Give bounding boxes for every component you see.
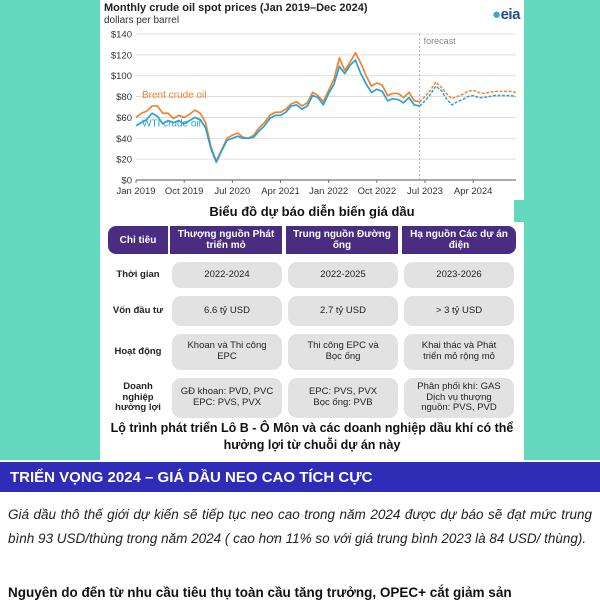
background-panel-left (0, 0, 100, 460)
cell-time-downstream: 2023-2026 (404, 262, 514, 288)
row-label-activity: Hoạt động (114, 345, 162, 357)
series-line-brent (136, 53, 420, 161)
row-label-investment: Vốn đầu tư (112, 304, 164, 316)
x-tick-label: Apr 2021 (261, 186, 300, 197)
table-caption: Lộ trình phát triển Lô B - Ô Môn và các doanh nghiệp dầu khí có thể hưởng lợi từ chuỗi dự án này (110, 421, 514, 452)
eia-logo (492, 6, 520, 23)
x-tick-label: Jul 2020 (214, 186, 251, 197)
cell-investment-downstream: > 3 tỷ USD (404, 296, 514, 326)
cell-beneficiaries-midstream: EPC: PVS, PVX Bọc ống: PVB (288, 378, 398, 418)
legend-wti: WTI crude oil (142, 118, 201, 130)
row-label-time: Thời gian (116, 268, 160, 280)
y-tick-label: $40 (116, 133, 132, 145)
table-header-criteria: Chỉ tiêu (108, 226, 168, 254)
legend-brent: Brent crude oil (142, 89, 207, 101)
oil-price-chart (100, 24, 524, 200)
cell-investment-midstream: 2.7 tỷ USD (288, 296, 398, 326)
section-title: TRIỂN VỌNG 2024 – GIÁ DẦU NEO CAO TÍCH CỰC (10, 468, 373, 486)
cell-activity-upstream: Khoan và Thi công EPC (172, 334, 282, 370)
cell-time-midstream: 2022-2025 (288, 262, 398, 288)
chart-subtitle: dollars per barrel (104, 15, 180, 26)
chart-title: Monthly crude oil spot prices (Jan 2019–Dec 2024) (104, 2, 368, 14)
x-tick-label: Jan 2022 (309, 186, 349, 197)
eia-logo-text: eia (500, 6, 520, 23)
y-tick-label: $80 (116, 92, 132, 104)
cell-beneficiaries-downstream: Phân phối khí: GAS Dịch vụ thượng nguồn: PVS, PVD (404, 378, 514, 418)
y-tick-label: $120 (110, 50, 132, 62)
cell-activity-midstream: Thi công EPC và Bọc ống (288, 334, 398, 370)
section-title-band (0, 462, 600, 492)
paragraph-reason: Nguyên do đến từ nhu cầu tiêu thụ toàn cầu tăng trưởng, OPEC+ cắt giảm sản (8, 585, 512, 600)
table-header-upstream: Thượng nguồn Phát triển mỏ (170, 226, 282, 254)
series-forecast-line-wti (420, 86, 516, 106)
y-tick-label: $20 (116, 154, 132, 166)
y-tick-label: $100 (110, 71, 132, 83)
row-label-beneficiaries: Doanh nghiệp hưởng lợi (115, 381, 161, 414)
y-tick-label: $140 (110, 29, 132, 41)
y-tick-label: $0 (121, 175, 132, 187)
x-tick-label: Oct 2022 (357, 186, 397, 197)
cell-time-upstream: 2022-2024 (172, 262, 282, 288)
paragraph-forecast: Giá dầu thô thế giới dự kiến sẽ tiếp tục neo cao trong năm 2024 được dự báo sẽ đạt mức trung bình 93 USD/thùng trong năm 2024 ( cao hơn 11% so với giá trung bình 2023 là 84 USD/ thùng). (8, 507, 592, 546)
x-tick-label: Jul 2023 (407, 186, 443, 197)
x-tick-label: Apr 2024 (453, 186, 493, 197)
cell-activity-downstream: Khai thác và Phát triển mỏ rộng mỏ (404, 334, 514, 370)
eia-logo-mark-icon: ● (492, 6, 501, 23)
x-tick-label: Jan 2019 (116, 186, 156, 197)
table-header-downstream: Hạ nguồn Các dự án điện (402, 226, 516, 254)
forecast-annotation: forecast (423, 36, 456, 46)
cell-beneficiaries-upstream: GĐ khoan: PVD, PVC EPC: PVS, PVX (172, 378, 282, 418)
background-panel-right (514, 0, 600, 460)
x-tick-label: Oct 2019 (164, 186, 204, 197)
y-tick-label: $60 (116, 112, 132, 124)
table-header-midstream: Trung nguồn Đường ống (286, 226, 398, 254)
series-forecast-line-brent (420, 82, 516, 102)
cell-investment-upstream: 6.6 tỷ USD (172, 296, 282, 326)
chart-caption: Biểu đồ dự báo diễn biến giá dầu (209, 204, 415, 219)
